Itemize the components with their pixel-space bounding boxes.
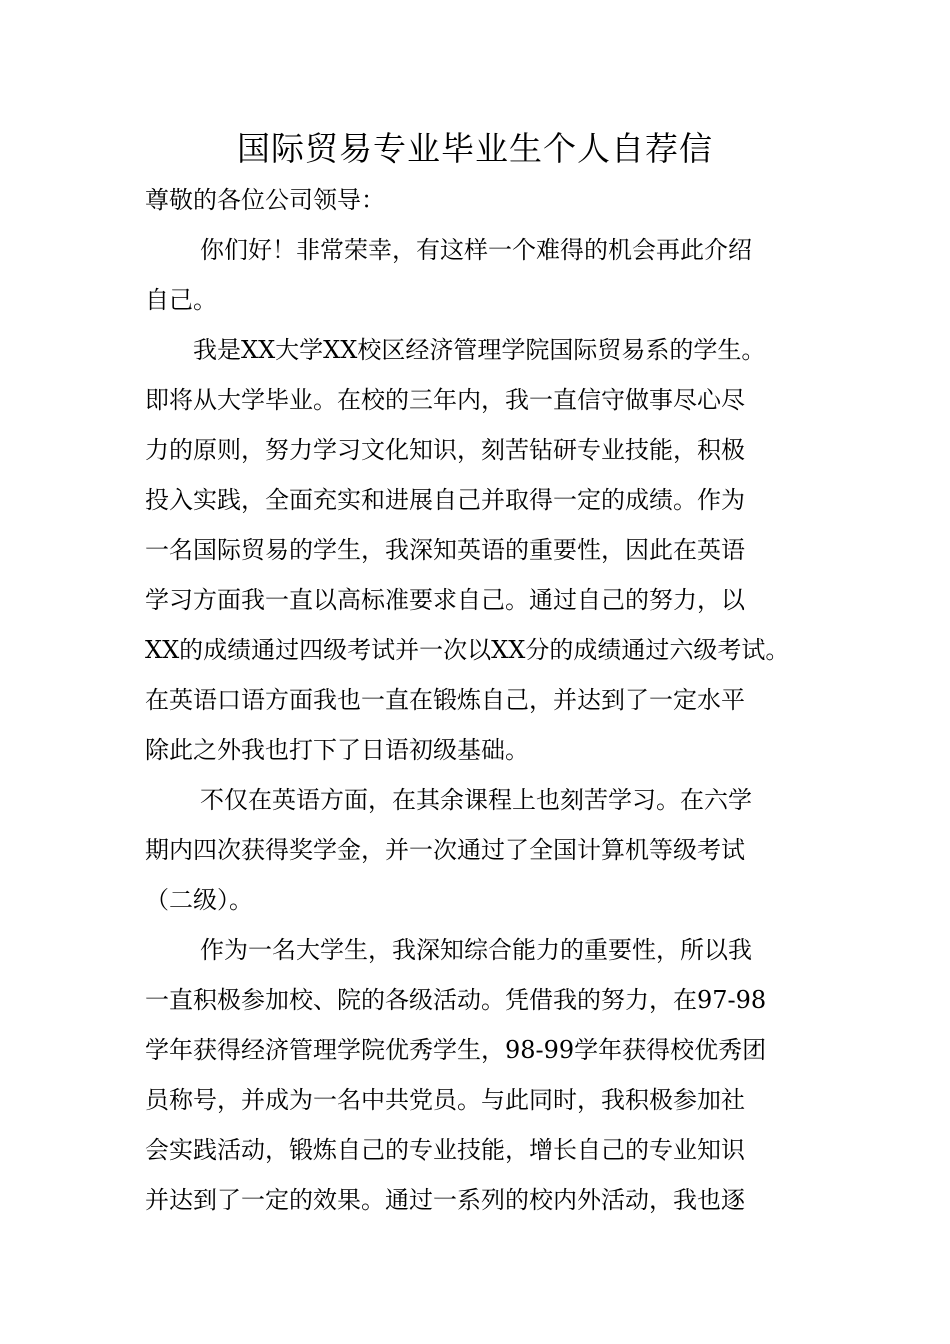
paragraph-line: 一名国际贸易的学生，我深知英语的重要性，因此在英语 — [145, 536, 745, 564]
paragraph-line: 期内四次获得奖学金，并一次通过了全国计算机等级考试 — [145, 836, 745, 864]
paragraph-line: 学习方面我一直以高标准要求自己。通过自己的努力，以 — [145, 586, 745, 614]
paragraph-line: 投入实践，全面充实和进展自己并取得一定的成绩。作为 — [145, 486, 745, 514]
paragraph-line: 我是XX大学XX校区经济管理学院国际贸易系的学生。 — [193, 336, 766, 364]
paragraph-line: XX的成绩通过四级考试并一次以XX分的成绩通过六级考试。 — [145, 636, 790, 664]
paragraph-line: 学年获得经济管理学院优秀学生，98-99学年获得校优秀团 — [145, 1036, 767, 1064]
document-title: 国际贸易专业毕业生个人自荐信 — [237, 129, 713, 168]
paragraph-line: 自己。 — [145, 286, 217, 314]
paragraph-line: （二级）。 — [145, 886, 253, 914]
paragraph-line: 力的原则，努力学习文化知识，刻苦钻研专业技能，积极 — [145, 436, 745, 464]
paragraph-line: 作为一名大学生，我深知综合能力的重要性，所以我 — [200, 936, 752, 964]
paragraph-line: 员称号，并成为一名中共党员。与此同时，我积极参加社 — [145, 1086, 745, 1114]
paragraph-line: 在英语口语方面我也一直在锻炼自己，并达到了一定水平 — [145, 686, 745, 714]
paragraph-line: 会实践活动，锻炼自己的专业技能，增长自己的专业知识 — [145, 1136, 745, 1164]
paragraph-line: 一直积极参加校、院的各级活动。凭借我的努力，在97-98 — [145, 986, 767, 1014]
paragraph-line: 你们好！非常荣幸，有这样一个难得的机会再此介绍 — [200, 236, 752, 264]
paragraph-line: 除此之外我也打下了日语初级基础。 — [145, 736, 529, 764]
salutation: 尊敬的各位公司领导： — [145, 186, 385, 214]
paragraph-line: 并达到了一定的效果。通过一系列的校内外活动，我也逐 — [145, 1186, 745, 1214]
paragraph-line: 不仅在英语方面，在其余课程上也刻苦学习。在六学 — [200, 786, 752, 814]
paragraph-line: 即将从大学毕业。在校的三年内，我一直信守做事尽心尽 — [145, 386, 745, 414]
